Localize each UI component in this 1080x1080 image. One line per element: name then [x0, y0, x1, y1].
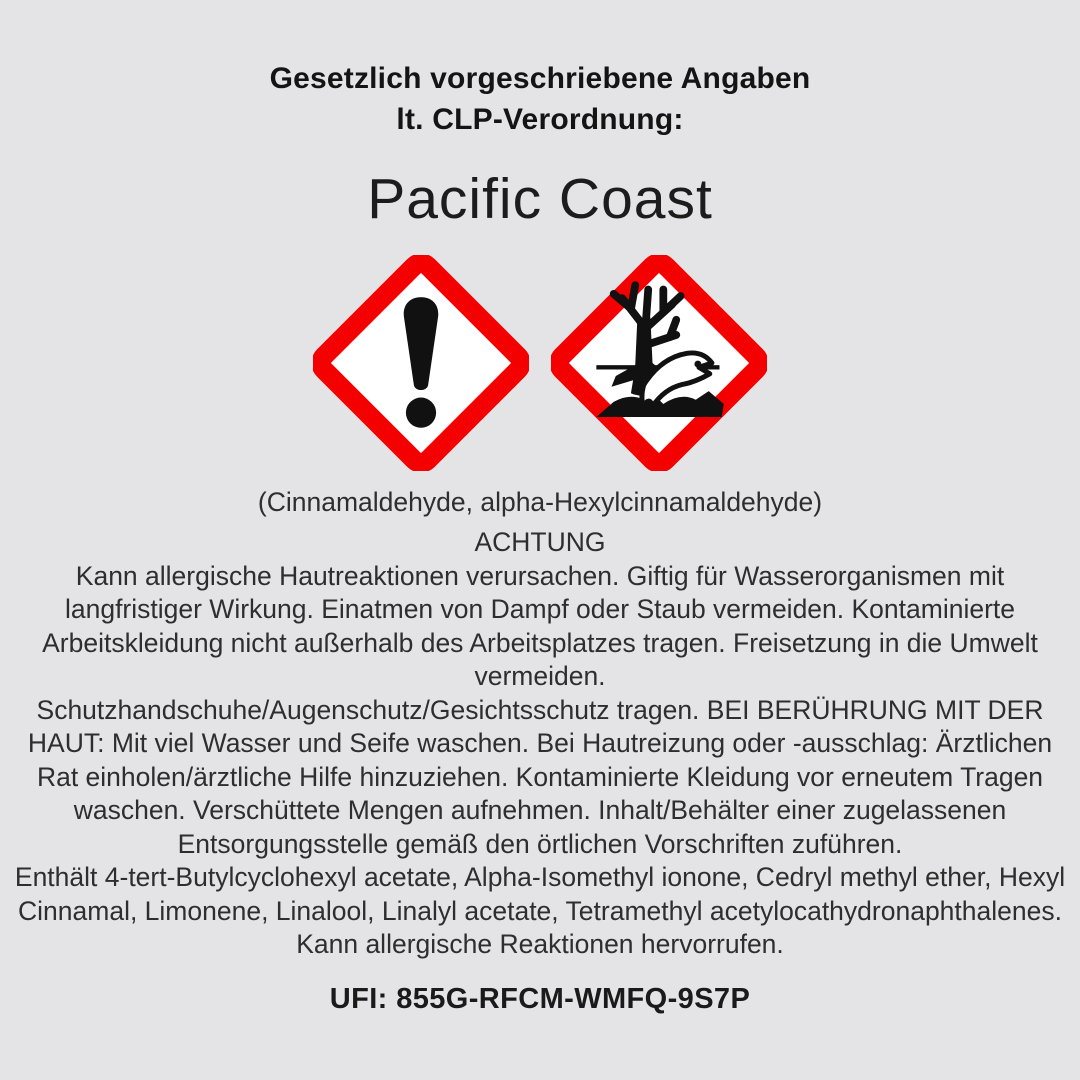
ghs09-environment-icon	[551, 255, 767, 471]
ufi-code: UFI: 855G-RFCM-WMFQ-9S7P	[329, 982, 751, 1015]
signal-word: ACHTUNG	[474, 527, 606, 558]
precaution-statements: Schutzhandschuhe/Augenschutz/Gesichtsschutz tragen. BEI BERÜHRUNG MIT DER HAUT: Mit viel Wasser und Seife waschen. Bei Hautreizung oder -ausschlag: Ärztlichen Rat einholen/ärztliche Hilfe hinzuziehen. Kontaminierte Kleidung vor erneutem Tragen waschen. Verschüttete Mengen aufnehmen. Inhalt/Behälter einer zugelassenen Entsorgungsstelle gemäß den örtlichen Vorschriften zuführen.	[27, 694, 1053, 859]
legal-header	[270, 58, 811, 141]
statutory-text-block	[10, 472, 1070, 1017]
contains-statement: Enthält 4-tert-Butylcyclohexyl acetate, Alpha-Isomethyl ionone, Cedryl methyl ether, Hexyl Cinnamal, Limonene, Linalool, Linalyl acetate, Tetramethyl acetylocathydronaphthalenes. Kann allergische Reaktionen hervorrufen.	[14, 862, 1066, 960]
pictogram-row	[313, 254, 767, 472]
ghs07-exclamation-icon	[313, 255, 529, 471]
allergens-line: (Cinnamaldehyde, alpha-Hexylcinnamaldehyde)	[257, 486, 823, 517]
hazard-statements: Kann allergische Hautreaktionen verursachen. Giftig für Wasserorganismen mit langfristiger Wirkung. Einatmen von Dampf oder Staub vermeiden. Kontaminierte Arbeitskleidung nicht außerhalb des Arbeitsplatzes tragen. Freisetzung in die Umwelt vermeiden.	[42, 560, 1038, 692]
product-name: Pacific Coast	[367, 166, 713, 231]
legal-header-line2: lt. CLP-Verordnung:	[396, 103, 684, 137]
legal-header-line1: Gesetzlich vorgeschriebene Angaben	[269, 62, 811, 95]
